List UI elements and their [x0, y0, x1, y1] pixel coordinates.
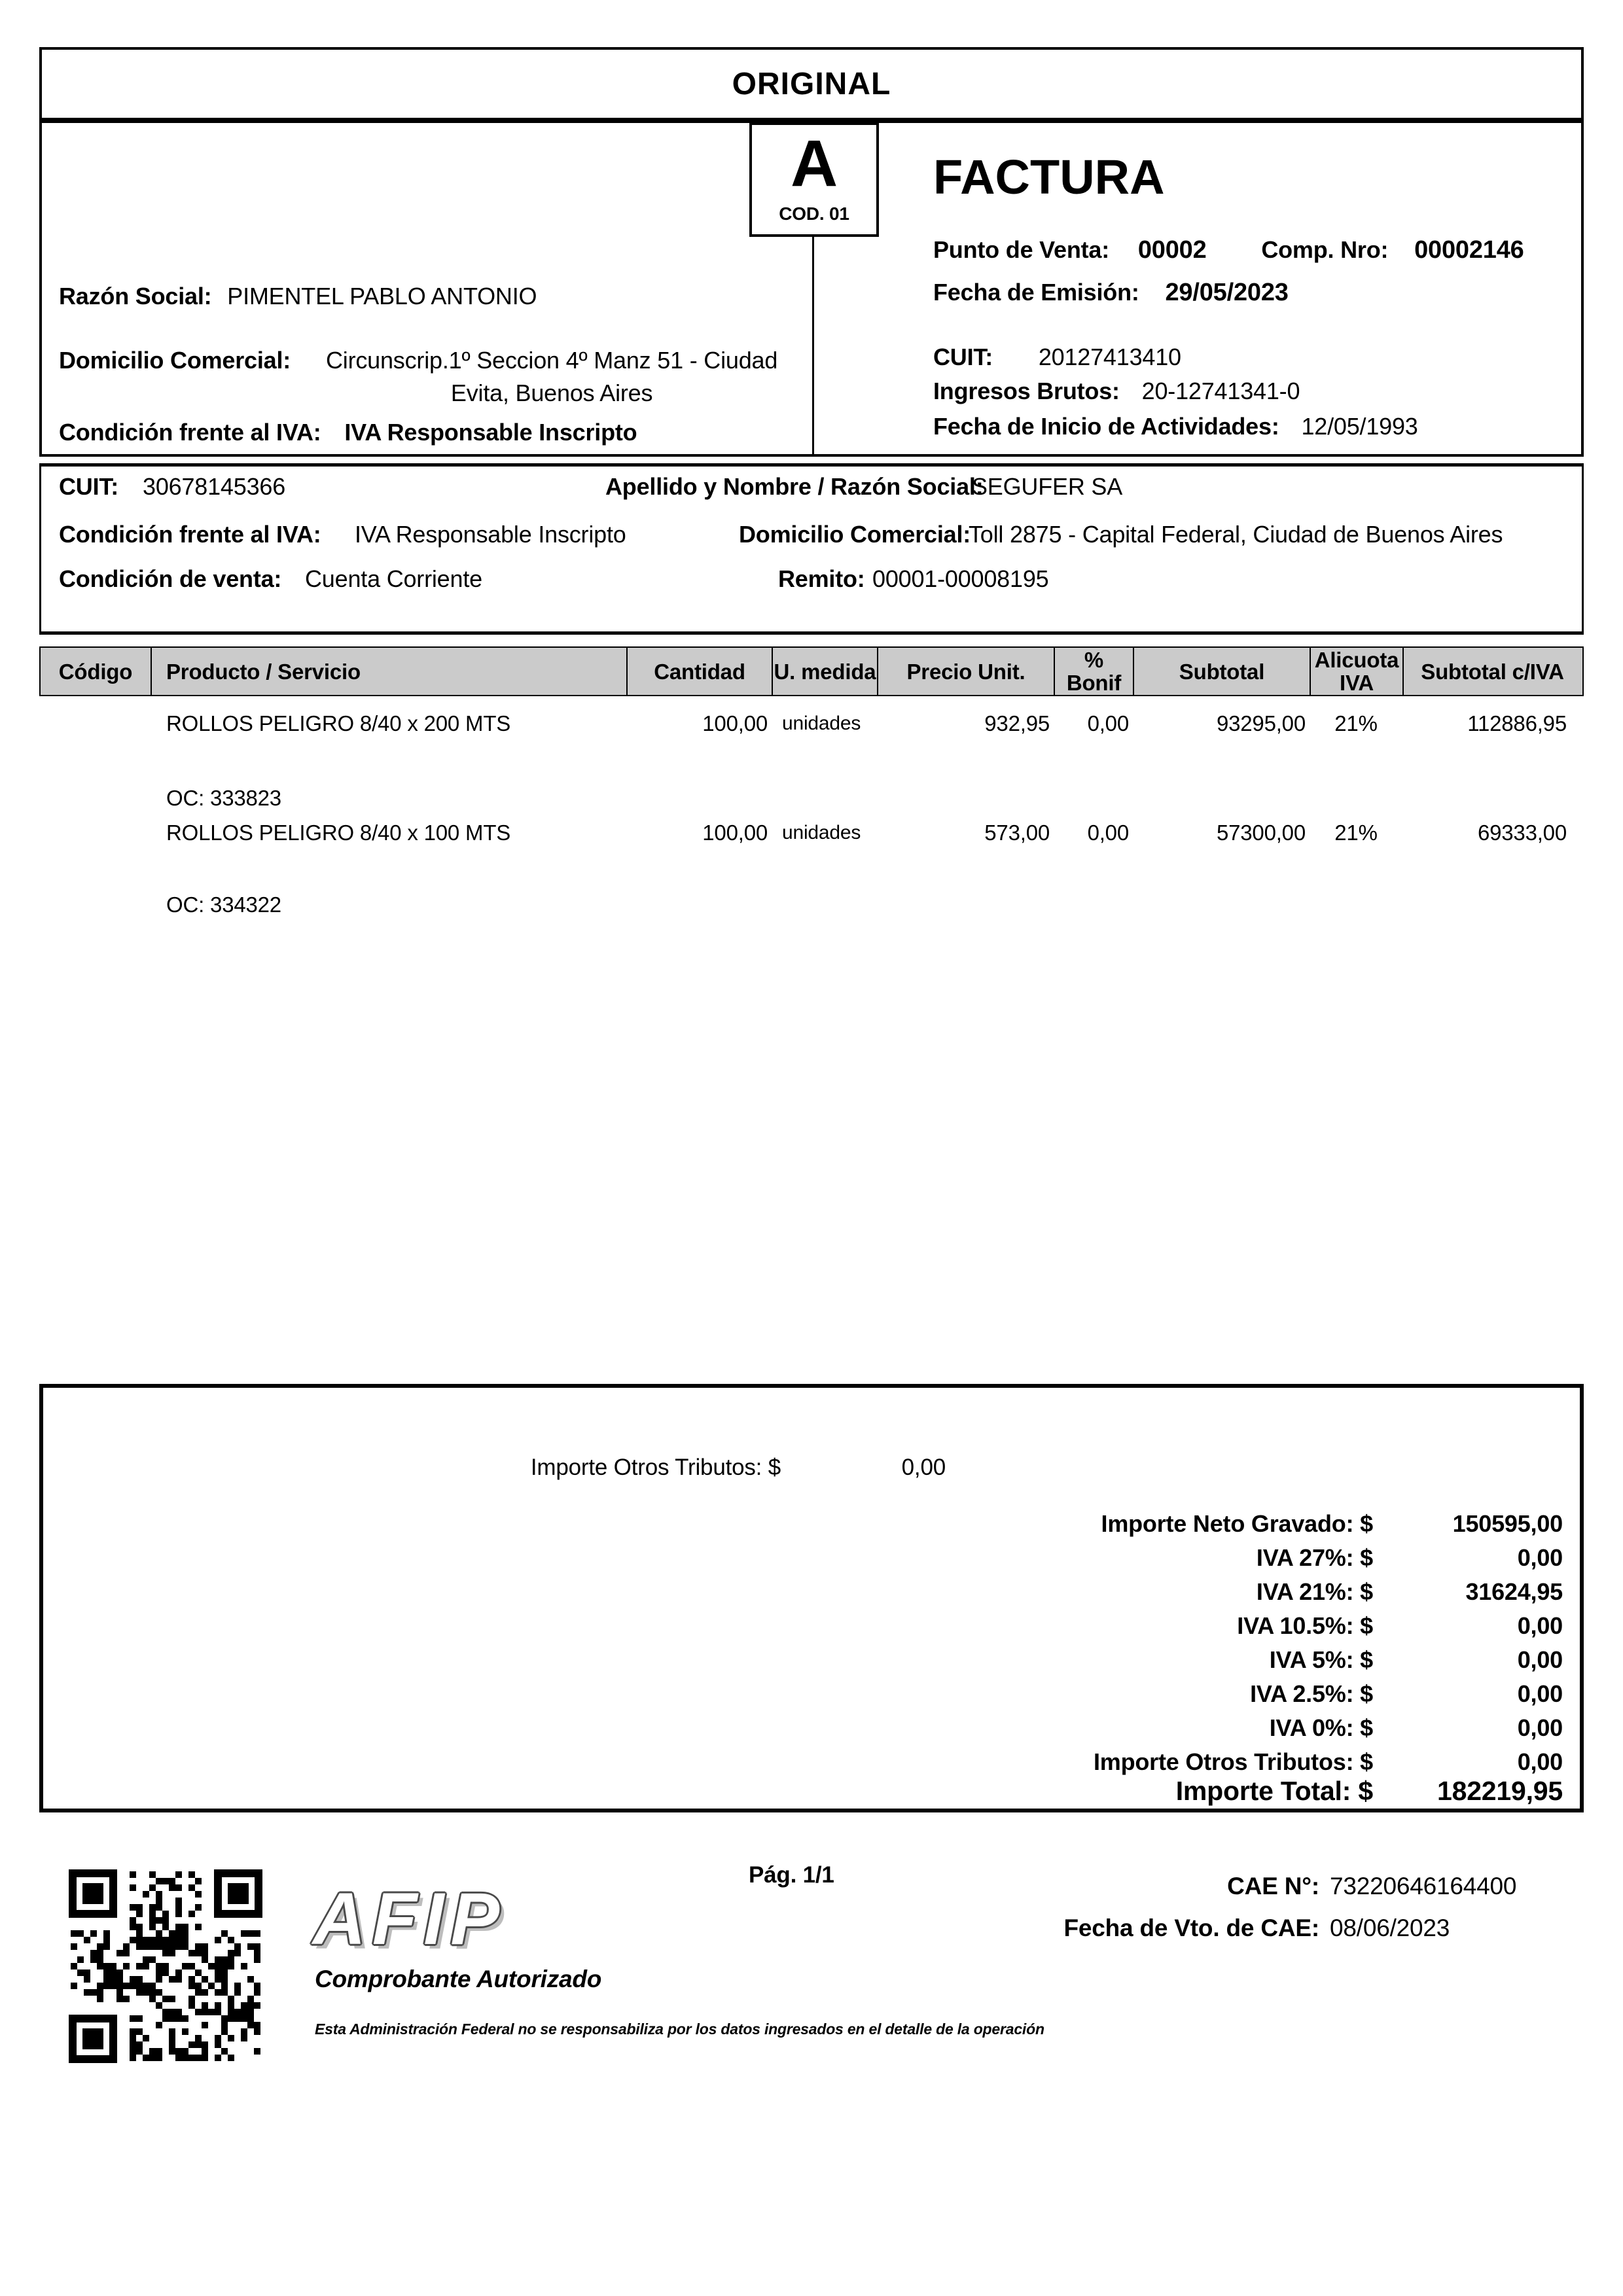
item-subtotal-iva: 69333,00 — [1477, 821, 1567, 845]
emitter-razon-social-row — [59, 282, 537, 311]
col-header-subtotal: Subtotal — [1134, 648, 1311, 695]
totals-label: IVA 5%: $ — [1269, 1646, 1373, 1673]
copy-type-label: ORIGINAL — [732, 66, 891, 101]
domicilio-label: Domicilio Comercial: — [59, 347, 291, 374]
totals-row-iva0 — [43, 1714, 1563, 1742]
client-domicilio-label: Domicilio Comercial: — [739, 521, 971, 548]
totals-value: 0,00 — [1517, 1646, 1563, 1673]
ingresos-brutos-value: 20-12741341-0 — [1141, 378, 1300, 404]
total-label: Importe Total: $ — [1175, 1776, 1373, 1806]
comp-nro-value: 00002146 — [1414, 236, 1524, 264]
cae-vto-label: Fecha de Vto. de CAE: — [1063, 1915, 1319, 1941]
item-alicuota: 21% — [1334, 821, 1378, 845]
item-bonif: 0,00 — [1087, 821, 1129, 845]
item-codigo — [39, 711, 151, 737]
cae-vto-value: 08/06/2023 — [1330, 1915, 1450, 1941]
item-codigo — [39, 820, 151, 846]
client-nombre-label: Apellido y Nombre / Razón Social: — [605, 473, 984, 500]
item-subtotal: 93295,00 — [1216, 711, 1306, 735]
totals-label: IVA 2.5%: $ — [1250, 1680, 1373, 1707]
razon-social-value: PIMENTEL PABLO ANTONIO — [227, 283, 537, 309]
emitter-cuit-row — [933, 343, 1181, 372]
client-condicion-venta-label: Condición de venta: — [59, 565, 282, 592]
totals-value: 0,00 — [1517, 1612, 1563, 1639]
client-domicilio-value: Toll 2875 - Capital Federal, Ciudad de Buenos Aires — [969, 521, 1503, 548]
inicio-actividades-label: Fecha de Inicio de Actividades: — [933, 413, 1279, 440]
item-producto: ROLLOS PELIGRO 8/40 x 200 MTS — [166, 711, 511, 735]
header-section — [39, 120, 1584, 457]
totals-value: 0,00 — [1517, 1544, 1563, 1571]
qr-code — [69, 1869, 262, 2063]
totals-row-neto — [43, 1510, 1563, 1538]
punto-venta-value: 00002 — [1137, 236, 1207, 264]
totals-row-iva21 — [43, 1578, 1563, 1606]
afip-disclaimer-text: Esta Administración Federal no se responsabiliza por los datos ingresados en el detalle de la operación — [315, 2021, 1044, 2038]
invoice-title: FACTURA — [933, 150, 1165, 204]
fecha-emision-label: Fecha de Emisión: — [933, 279, 1139, 306]
item-precio: 573,00 — [984, 821, 1050, 845]
totals-label: IVA 0%: $ — [1269, 1714, 1373, 1741]
copy-type-box — [39, 47, 1584, 120]
totals-row-iva27 — [43, 1544, 1563, 1572]
client-section — [39, 463, 1584, 635]
ingresos-brutos-row — [933, 377, 1300, 406]
ingresos-brutos-label: Ingresos Brutos: — [933, 378, 1120, 404]
cae-vto-row — [916, 1913, 1544, 1943]
header-divider — [812, 237, 814, 454]
client-condicion-iva-label: Condición frente al IVA: — [59, 521, 321, 548]
punto-venta-label: Punto de Venta: — [933, 236, 1110, 263]
col-header-alicuota: Alicuota IVA — [1311, 648, 1404, 695]
item-alicuota: 21% — [1334, 711, 1378, 735]
totals-value: 0,00 — [1517, 1714, 1563, 1741]
afip-logo: AFIP — [313, 1878, 507, 1960]
page-number: Pág. 1/1 — [749, 1862, 834, 1888]
item-subtotal: 57300,00 — [1216, 821, 1306, 845]
otros-tributos-top-value: 0,00 — [901, 1455, 946, 1480]
otros-tributos-top-label: Importe Otros Tributos: $ — [530, 1455, 781, 1480]
totals-label: Importe Otros Tributos: $ — [1093, 1748, 1373, 1775]
domicilio-value — [300, 344, 804, 410]
client-condicion-venta-row — [59, 565, 1049, 593]
qr-finder-icon — [214, 1869, 262, 1918]
items-table-header — [39, 646, 1584, 696]
client-cuit-row — [59, 472, 1123, 501]
item-cantidad: 100,00 — [702, 821, 768, 845]
client-condicion-iva-value: IVA Responsable Inscripto — [355, 521, 626, 548]
item-oc-2: OC: 334322 — [166, 892, 281, 917]
totals-value: 31624,95 — [1465, 1578, 1563, 1605]
totals-label: Importe Neto Gravado: $ — [1101, 1510, 1373, 1537]
col-header-precio: Precio Unit. — [878, 648, 1055, 695]
emitter-condicion-iva-value: IVA Responsable Inscripto — [344, 419, 637, 446]
col-header-cantidad: Cantidad — [628, 648, 773, 695]
otros-tributos-top-row — [43, 1454, 946, 1481]
totals-row-iva105 — [43, 1612, 1563, 1640]
item-oc-1: OC: 333823 — [166, 786, 281, 810]
cae-row — [916, 1871, 1544, 1901]
client-remito-label: Remito: — [778, 565, 865, 592]
col-header-umedida: U. medida — [773, 648, 878, 695]
client-nombre-value: SEGUFER SA — [972, 473, 1123, 500]
emitter-cuit-label: CUIT: — [933, 344, 993, 370]
cae-value: 73220646164400 — [1330, 1873, 1517, 1899]
item-subtotal-iva: 112886,95 — [1467, 711, 1567, 735]
col-header-codigo: Código — [41, 648, 152, 695]
item-umedida: unidades — [782, 822, 861, 843]
item-precio: 932,95 — [984, 711, 1050, 735]
inicio-actividades-value: 12/05/1993 — [1301, 413, 1418, 440]
item-row-1 — [39, 711, 1584, 737]
col-header-subtotal-iva: Subtotal c/IVA — [1421, 659, 1564, 684]
total-value: 182219,95 — [1436, 1776, 1563, 1806]
client-cuit-label: CUIT: — [59, 473, 118, 500]
emitter-domicilio-row — [59, 344, 804, 410]
emitter-condicion-iva-row — [59, 418, 637, 447]
totals-row-iva5 — [43, 1646, 1563, 1674]
item-umedida: unidades — [782, 713, 861, 734]
domicilio-line1: Circunscrip.1º Seccion 4º Manz 51 - Ciudad — [325, 347, 778, 374]
client-cuit-value: 30678145366 — [143, 473, 286, 500]
client-condicion-venta-value: Cuenta Corriente — [305, 565, 482, 592]
invoice-letter-code: COD. 01 — [779, 203, 849, 224]
emitter-cuit-value: 20127413410 — [1038, 344, 1181, 370]
totals-row-iva25 — [43, 1680, 1563, 1708]
item-row-2 — [39, 820, 1584, 846]
comprobante-autorizado-text: Comprobante Autorizado — [315, 1966, 602, 1992]
razon-social-label: Razón Social: — [59, 283, 212, 309]
qr-finder-icon — [69, 2015, 117, 2063]
item-cantidad: 100,00 — [702, 711, 768, 735]
totals-label: IVA 27%: $ — [1256, 1544, 1373, 1571]
fecha-emision-value: 29/05/2023 — [1165, 279, 1289, 306]
totals-section — [39, 1384, 1584, 1812]
punto-venta-row — [933, 236, 1524, 264]
emitter-condicion-iva-label: Condición frente al IVA: — [59, 419, 321, 446]
client-remito-value: 00001-00008195 — [872, 565, 1049, 592]
qr-finder-icon — [69, 1869, 117, 1918]
col-header-producto: Producto / Servicio — [152, 648, 628, 695]
domicilio-line2: Evita, Buenos Aires — [450, 380, 653, 406]
totals-row-otros — [43, 1748, 1563, 1776]
client-condicion-iva-row — [59, 520, 1503, 549]
item-producto: ROLLOS PELIGRO 8/40 x 100 MTS — [166, 821, 511, 845]
cae-label: CAE N°: — [1227, 1873, 1319, 1899]
invoice-letter: A — [790, 127, 838, 200]
inicio-actividades-row — [933, 412, 1418, 441]
totals-label: IVA 21%: $ — [1256, 1578, 1373, 1605]
totals-value: 150595,00 — [1452, 1510, 1563, 1537]
totals-value: 0,00 — [1517, 1680, 1563, 1707]
totals-value: 0,00 — [1517, 1748, 1563, 1775]
totals-label: IVA 10.5%: $ — [1237, 1612, 1373, 1639]
totals-row-total — [43, 1775, 1563, 1807]
item-bonif: 0,00 — [1087, 711, 1129, 735]
invoice-letter-box — [749, 120, 879, 237]
comp-nro-label: Comp. Nro: — [1261, 236, 1389, 263]
fecha-emision-row — [933, 278, 1289, 307]
col-header-bonif: % Bonif — [1055, 648, 1134, 695]
